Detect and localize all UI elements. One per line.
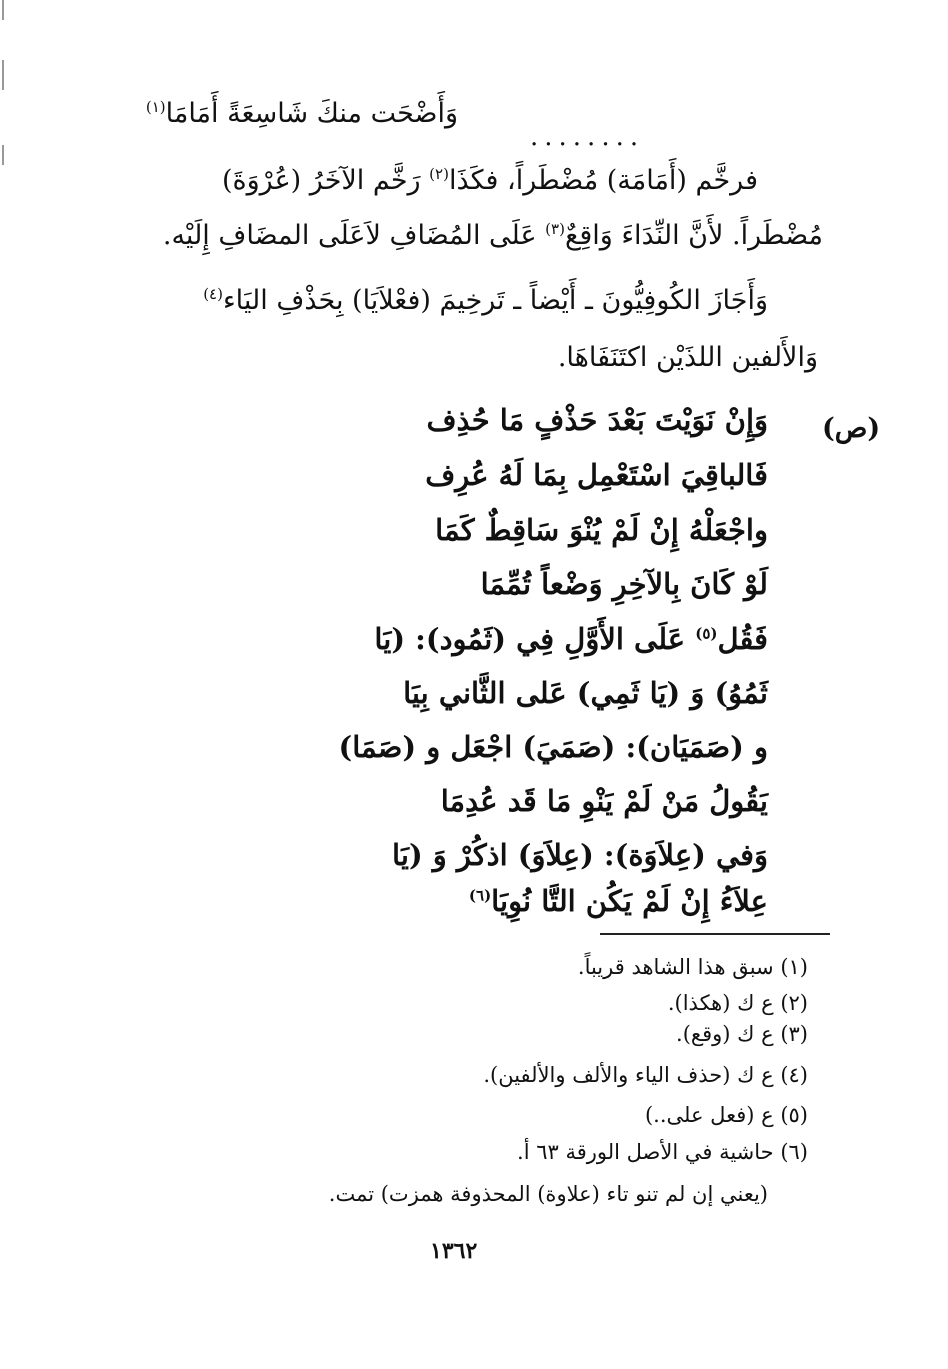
- footnote-marker: (٢): [429, 165, 449, 183]
- body-line: فرخَّم (أَمَامَة) مُضْطَراً، فكَذَا$^{(٢)}$ رَخَّم الآخَرُ (عُرْوَةَ): [221, 165, 758, 196]
- quoted-verse-line: وَأَضْحَت منكَ شَاسِعَةً أَمَامَا$^{(١)}$: [145, 98, 458, 129]
- verse-line: لَوْ كَانَ بِالآخِرِ وَضْعاً تُمِّمَا: [480, 567, 768, 601]
- footnote: (٥) ع (فعل على..): [644, 1103, 808, 1127]
- footnote-marker: (٣): [545, 220, 565, 238]
- verse-line: عِلاَءُ إِنْ لَمْ يَكُن التَّا نُوِيَا$^{(٦)}$: [468, 884, 768, 918]
- ellipsis-dots: ........: [530, 122, 645, 152]
- footnote-marker: (٥): [695, 624, 718, 643]
- footnote: (٦) حاشية في الأصل الورقة ٦٣ أ.: [517, 1140, 808, 1164]
- verse-line: وَفي (عِلاَوَة): (عِلاَوَ) اذكُرْ وَ (يَا: [392, 838, 768, 872]
- verse-line: وَإِنْ نَوَيْتَ بَعْدَ حَذْفٍ مَا حُذِف: [426, 403, 768, 437]
- footnote: (٤) ع ك (حذف الياء والألف والألفين).: [483, 1063, 808, 1087]
- footnote: (١) سبق هذا الشاهد قريباً.: [577, 955, 808, 979]
- footnote-continuation: (يعني إن لم تنو تاء (علاوة) المحذوفة همزت) تمت.: [328, 1182, 768, 1206]
- footnote-separator: [600, 933, 830, 935]
- scan-margin-mark: [2, 145, 4, 165]
- footnote-marker: (٤): [203, 285, 223, 303]
- footnote-marker: (٦): [468, 886, 492, 905]
- body-line: وَأَجَازَ الكُوفِيُّونَ ـ أَيْضاً ـ تَرخِيمَ (فعْلاَيَا) بِحَذْفِ اليَاء$^{(٤)}$: [203, 285, 768, 316]
- verse-line: و (صَمَيَان): (صَمَيَ) اجْعَل و (صَمَا): [338, 730, 768, 764]
- body-line: مُضْطَراً. لأَنَّ النِّدَاءَ وَاقِعٌ$^{(٣)}$ عَلَى المُضَافِ لاَعَلَى المضَافِ إِلَيْه.: [162, 220, 823, 251]
- footnote: (٣) ع ك (وقع).: [676, 1022, 808, 1046]
- footnote: (٢) ع ك (هكذا).: [667, 991, 808, 1015]
- verse-line: فَقُل$^{(٥)}$ عَلَى الأَوَّلِ فِي (ثَمُود): (يَا: [374, 622, 768, 656]
- body-line: وَالأَلفين اللذَيْن اكتَنَفَاهَا.: [557, 342, 818, 373]
- section-label: (ص): [822, 413, 881, 444]
- verse-line: واجْعَلْهُ إِنْ لَمْ يُنْوَ سَاقِطٌ كَمَا: [435, 513, 768, 547]
- verse-line: يَقُولُ مَنْ لَمْ يَنْوِ مَا قَد عُدِمَا: [440, 784, 768, 818]
- scan-margin-mark: [2, 60, 4, 90]
- footnote-marker: (١): [145, 98, 166, 116]
- verse-line: ثَمُوُ) وَ (يَا ثَمِي) عَلى الثَّاني بِيَا: [403, 676, 768, 710]
- scan-margin-mark: [2, 0, 4, 20]
- verse-line: فَالباقِيَ اسْتَعْمِل بِمَا لَهُ عُرِف: [425, 458, 768, 492]
- page-number: ١٣٦٢: [430, 1238, 478, 1264]
